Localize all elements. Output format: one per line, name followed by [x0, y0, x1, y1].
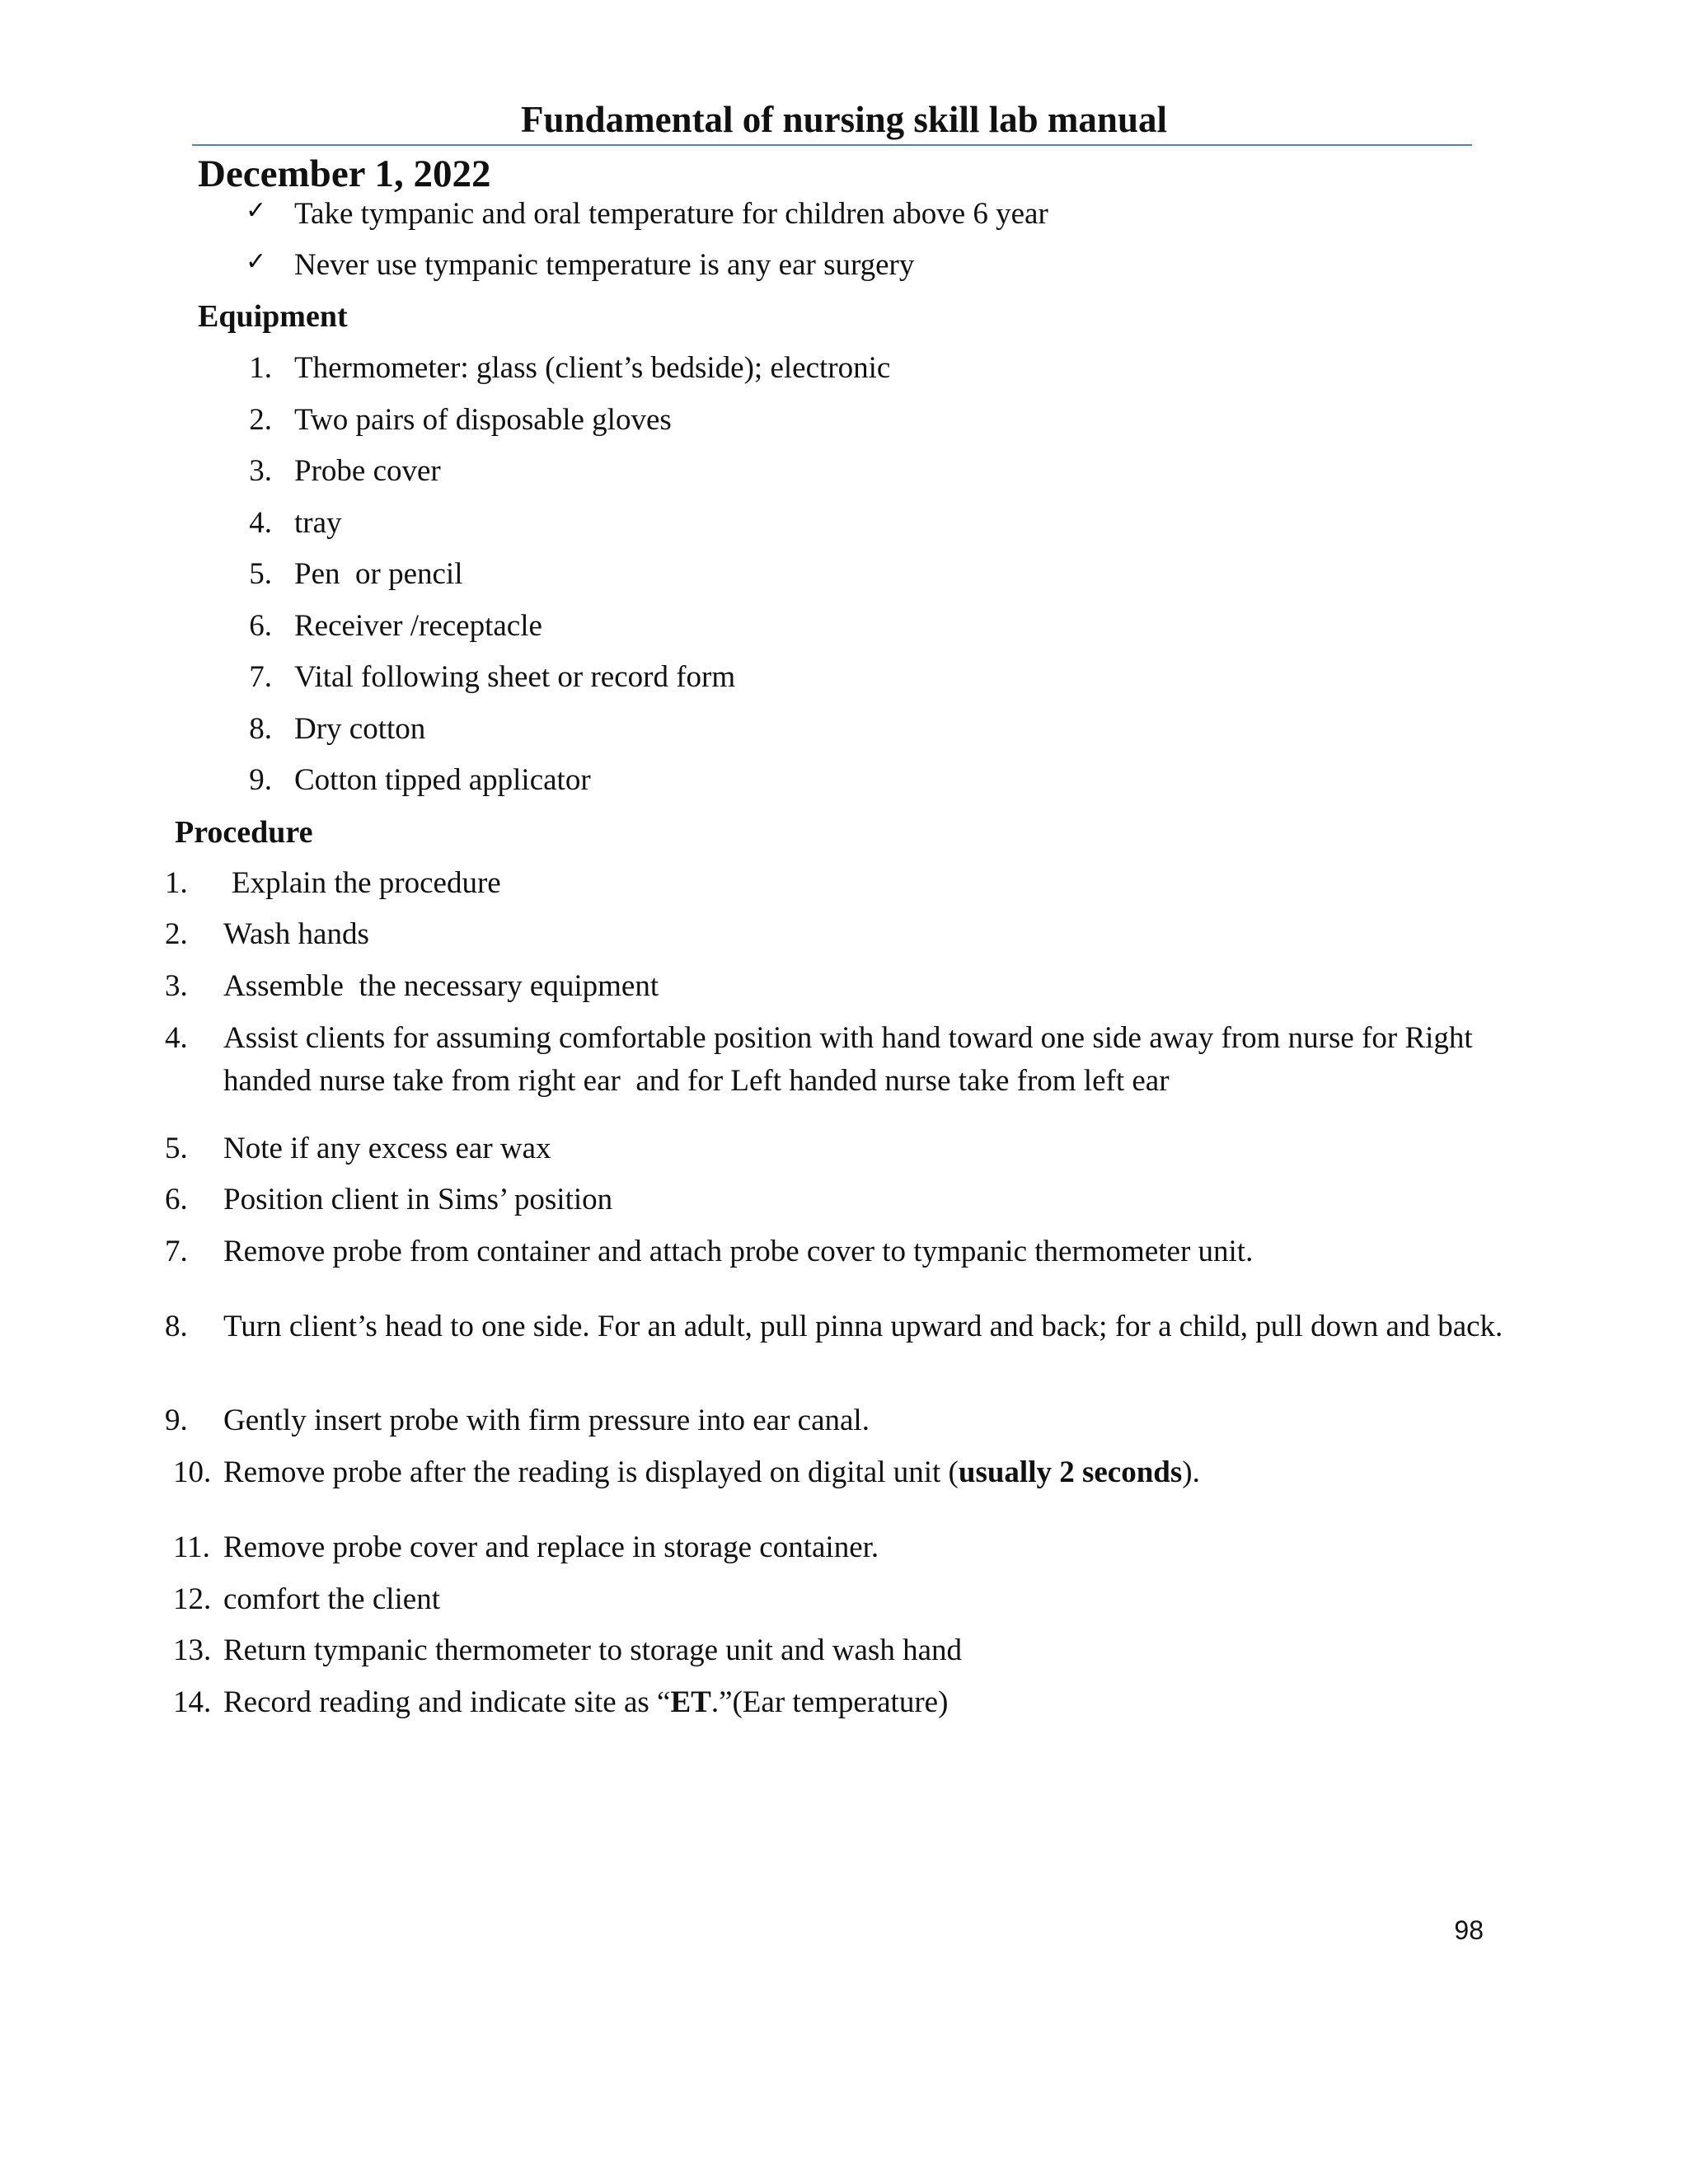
list-number: 8.	[249, 712, 272, 746]
step-number: 8.	[165, 1310, 188, 1343]
step-number: 2.	[165, 917, 188, 951]
document-page: Fundamental of nursing skill lab manual December 1, 2022 ✓ Take tympanic and oral temperature for children above 6 year ✓ Never use tympanic temperature is any ear surgery Equipment 1. Thermometer: glass (client’s bedside); electronic 2. Two pairs of disposable gloves 3. Probe cover 4. tray 5. Pen or pencil 6. Receiver /receptacle 7. Vital following sheet or record form 8. Dry cotton 9. Cotton tipped applicator Procedure 1. Explain the procedure 2. Wash hands 3. Assemble the necessary equipment 4. Assist clients for assuming comfortable position with hand toward one side away from nurse for Right handed nurse take from right ear and for Left handed nurse take from left ear 5. Note if any excess ear wax 6. Position client in Sims’ position 7. Remove probe from container and attach probe cover to tympanic thermometer unit. 8. Turn client’s head to one side. For an adult, pull pinna upward and back; for a child, pull down and back. 9. Gently insert probe with firm pressure into ear canal. 10. Remove probe after the reading is displayed on digital unit (usually 2 seconds). 11. Remove probe cover and replace in storage container. 12. comfort the client 13. Return tympanic thermometer to storage unit and wash hand 14. Record reading and indicate site as “ET.”(Ear temperature) 98	[0, 0, 1688, 2184]
list-number: 2.	[249, 403, 272, 437]
header-divider	[192, 144, 1472, 146]
list-number: 1.	[249, 351, 272, 385]
list-number: 3.	[249, 454, 272, 488]
step-number: 14.	[173, 1685, 212, 1719]
procedure-heading: Procedure	[175, 815, 313, 850]
page-number: 98	[1454, 1915, 1484, 1945]
step-number: 13.	[173, 1633, 212, 1667]
step-number: 10.	[173, 1455, 212, 1489]
step-number: 3.	[165, 969, 188, 1003]
step-number: 12.	[173, 1582, 212, 1616]
step-number: 7.	[165, 1235, 188, 1268]
step-number: 6.	[165, 1183, 188, 1216]
date-heading: December 1, 2022	[198, 152, 491, 195]
equipment-heading: Equipment	[198, 299, 348, 334]
checkmark-icon: ✓	[246, 196, 267, 225]
list-number: 9.	[249, 763, 272, 797]
step-number: 1.	[165, 866, 188, 900]
list-number: 5.	[249, 557, 272, 591]
step-number: 4.	[165, 1021, 188, 1055]
step-number: 5.	[165, 1132, 188, 1165]
step-number: 11.	[173, 1530, 210, 1564]
checkmark-icon: ✓	[246, 247, 267, 276]
step-number: 9.	[165, 1404, 188, 1437]
list-number: 6.	[249, 609, 272, 643]
list-number: 7.	[249, 660, 272, 694]
page-header-title: Fundamental of nursing skill lab manual	[521, 99, 1167, 140]
list-number: 4.	[249, 506, 272, 540]
